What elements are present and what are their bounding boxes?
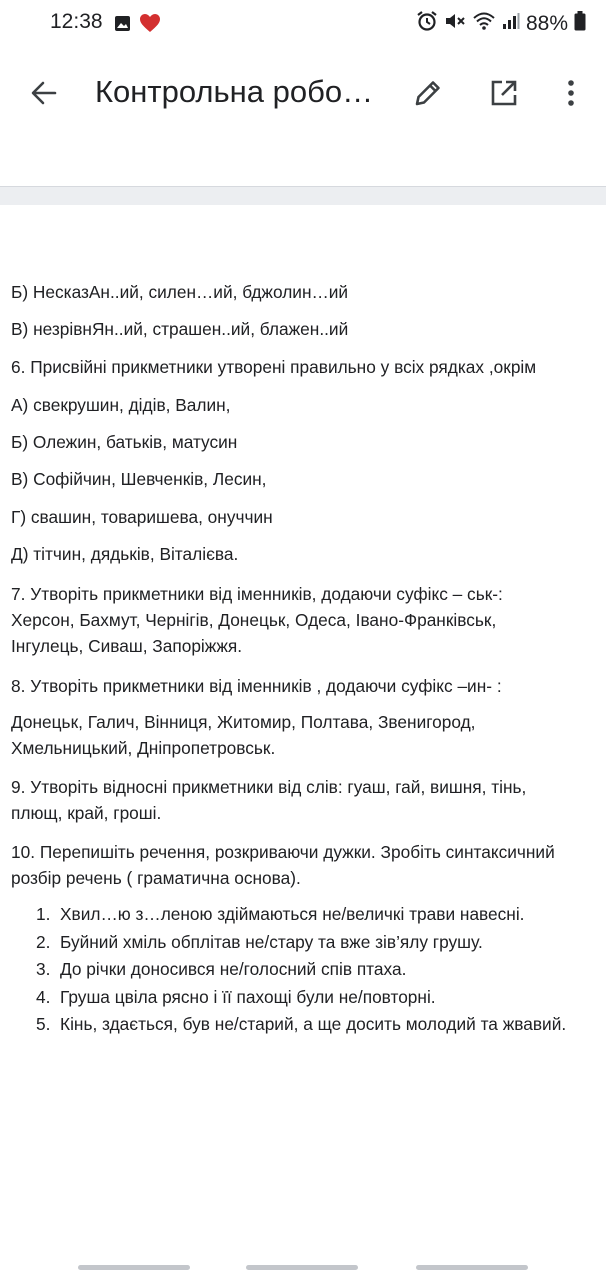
doc-line: Донецьк, Галич, Вінниця, Житомир, Полтава, Звенигород,: [11, 712, 476, 732]
list-item-number: 2.: [36, 932, 51, 952]
app-toolbar: [0, 48, 606, 136]
status-time: 12:38: [50, 10, 103, 33]
heart-icon: [139, 13, 161, 38]
nav-back-handle[interactable]: [416, 1265, 528, 1270]
alarm-icon: [416, 10, 438, 38]
doc-line: Г) свашин, товаришева, онуччин: [11, 507, 273, 527]
doc-line: 6. Присвійні прикметники утворені правильно у всіх рядках ,окрім: [11, 357, 537, 377]
back-arrow-icon[interactable]: [27, 76, 61, 110]
doc-line: 10. Перепишіть речення, розкриваючи дужки. Зробіть синтаксичний: [11, 842, 555, 862]
list-item: [36, 985, 436, 1009]
doc-line: Хмельницький, Дніпропетровськ.: [11, 738, 276, 758]
list-item-number: 3.: [36, 959, 51, 979]
nav-home-handle[interactable]: [246, 1265, 358, 1270]
doc-line: Б) НесказАн..ий, силен…ий, бджолин…ий: [11, 282, 349, 302]
status-bar: [0, 0, 606, 48]
signal-icon: [502, 12, 520, 36]
doc-line: В) Софійчин, Шевченків, Лесин,: [11, 469, 267, 489]
page-separator: [0, 186, 606, 205]
document-title: Контрольна робо…: [95, 74, 374, 109]
doc-line: Херсон, Бахмут, Чернігів, Донецьк, Одеса, Івано-Франківськ,: [11, 610, 497, 630]
doc-line: 7. Утворіть прикметники від іменників, додаючи суфікс – ськ-:: [11, 584, 503, 604]
document-body: [0, 205, 606, 1245]
list-item-text: Хвил…ю з…леною здіймаються не/величкі трави навесні.: [60, 904, 525, 924]
list-item-number: 1.: [36, 904, 51, 924]
doc-line: плющ, край, гроші.: [11, 803, 162, 823]
edit-pencil-icon[interactable]: [411, 76, 445, 110]
list-item: [36, 1012, 566, 1036]
wifi-icon: [472, 11, 496, 37]
list-item-text: Буйний хміль обплітав не/стару та вже зів’ялу грушу.: [60, 932, 483, 952]
mute-icon: [444, 10, 466, 38]
doc-line: 9. Утворіть відносні прикметники від слів: гуаш, гай, вишня, тінь,: [11, 777, 527, 797]
doc-line: Б) Олежин, батьків, матусин: [11, 432, 238, 452]
list-item: [36, 930, 483, 954]
doc-line: Інгулець, Сиваш, Запоріжжя.: [11, 636, 243, 656]
nav-recents-handle[interactable]: [78, 1265, 190, 1270]
battery-percent: 88%: [525, 12, 568, 35]
doc-line: 8. Утворіть прикметники від іменників , додаючи суфікс –ин- :: [11, 676, 502, 696]
open-external-icon[interactable]: [487, 76, 521, 110]
list-item-number: 5.: [36, 1014, 51, 1034]
more-vert-icon[interactable]: [554, 76, 588, 110]
doc-line: В) незрівнЯн..ий, страшен..ий, блажен..ий: [11, 319, 349, 339]
image-icon: [114, 15, 131, 37]
battery-icon: [574, 11, 586, 37]
list-item-text: Груша цвіла рясно і її пахощі були не/повторні.: [60, 987, 436, 1007]
doc-line: А) свекрушин, дідів, Валин,: [11, 395, 231, 415]
list-item: [36, 957, 406, 981]
list-item-number: 4.: [36, 987, 51, 1007]
status-right: [416, 10, 586, 38]
doc-line: розбір речень ( граматична основа).: [11, 868, 301, 888]
doc-line: Д) тітчин, дядьків, Віталієва.: [11, 544, 239, 564]
list-item-text: Кінь, здається, був не/старий, а ще досить молодий та жвавий.: [60, 1014, 567, 1034]
list-item-text: До річки доносився не/голосний спів птаха.: [60, 959, 407, 979]
list-item: [36, 902, 524, 926]
status-left-icons: [114, 13, 161, 38]
